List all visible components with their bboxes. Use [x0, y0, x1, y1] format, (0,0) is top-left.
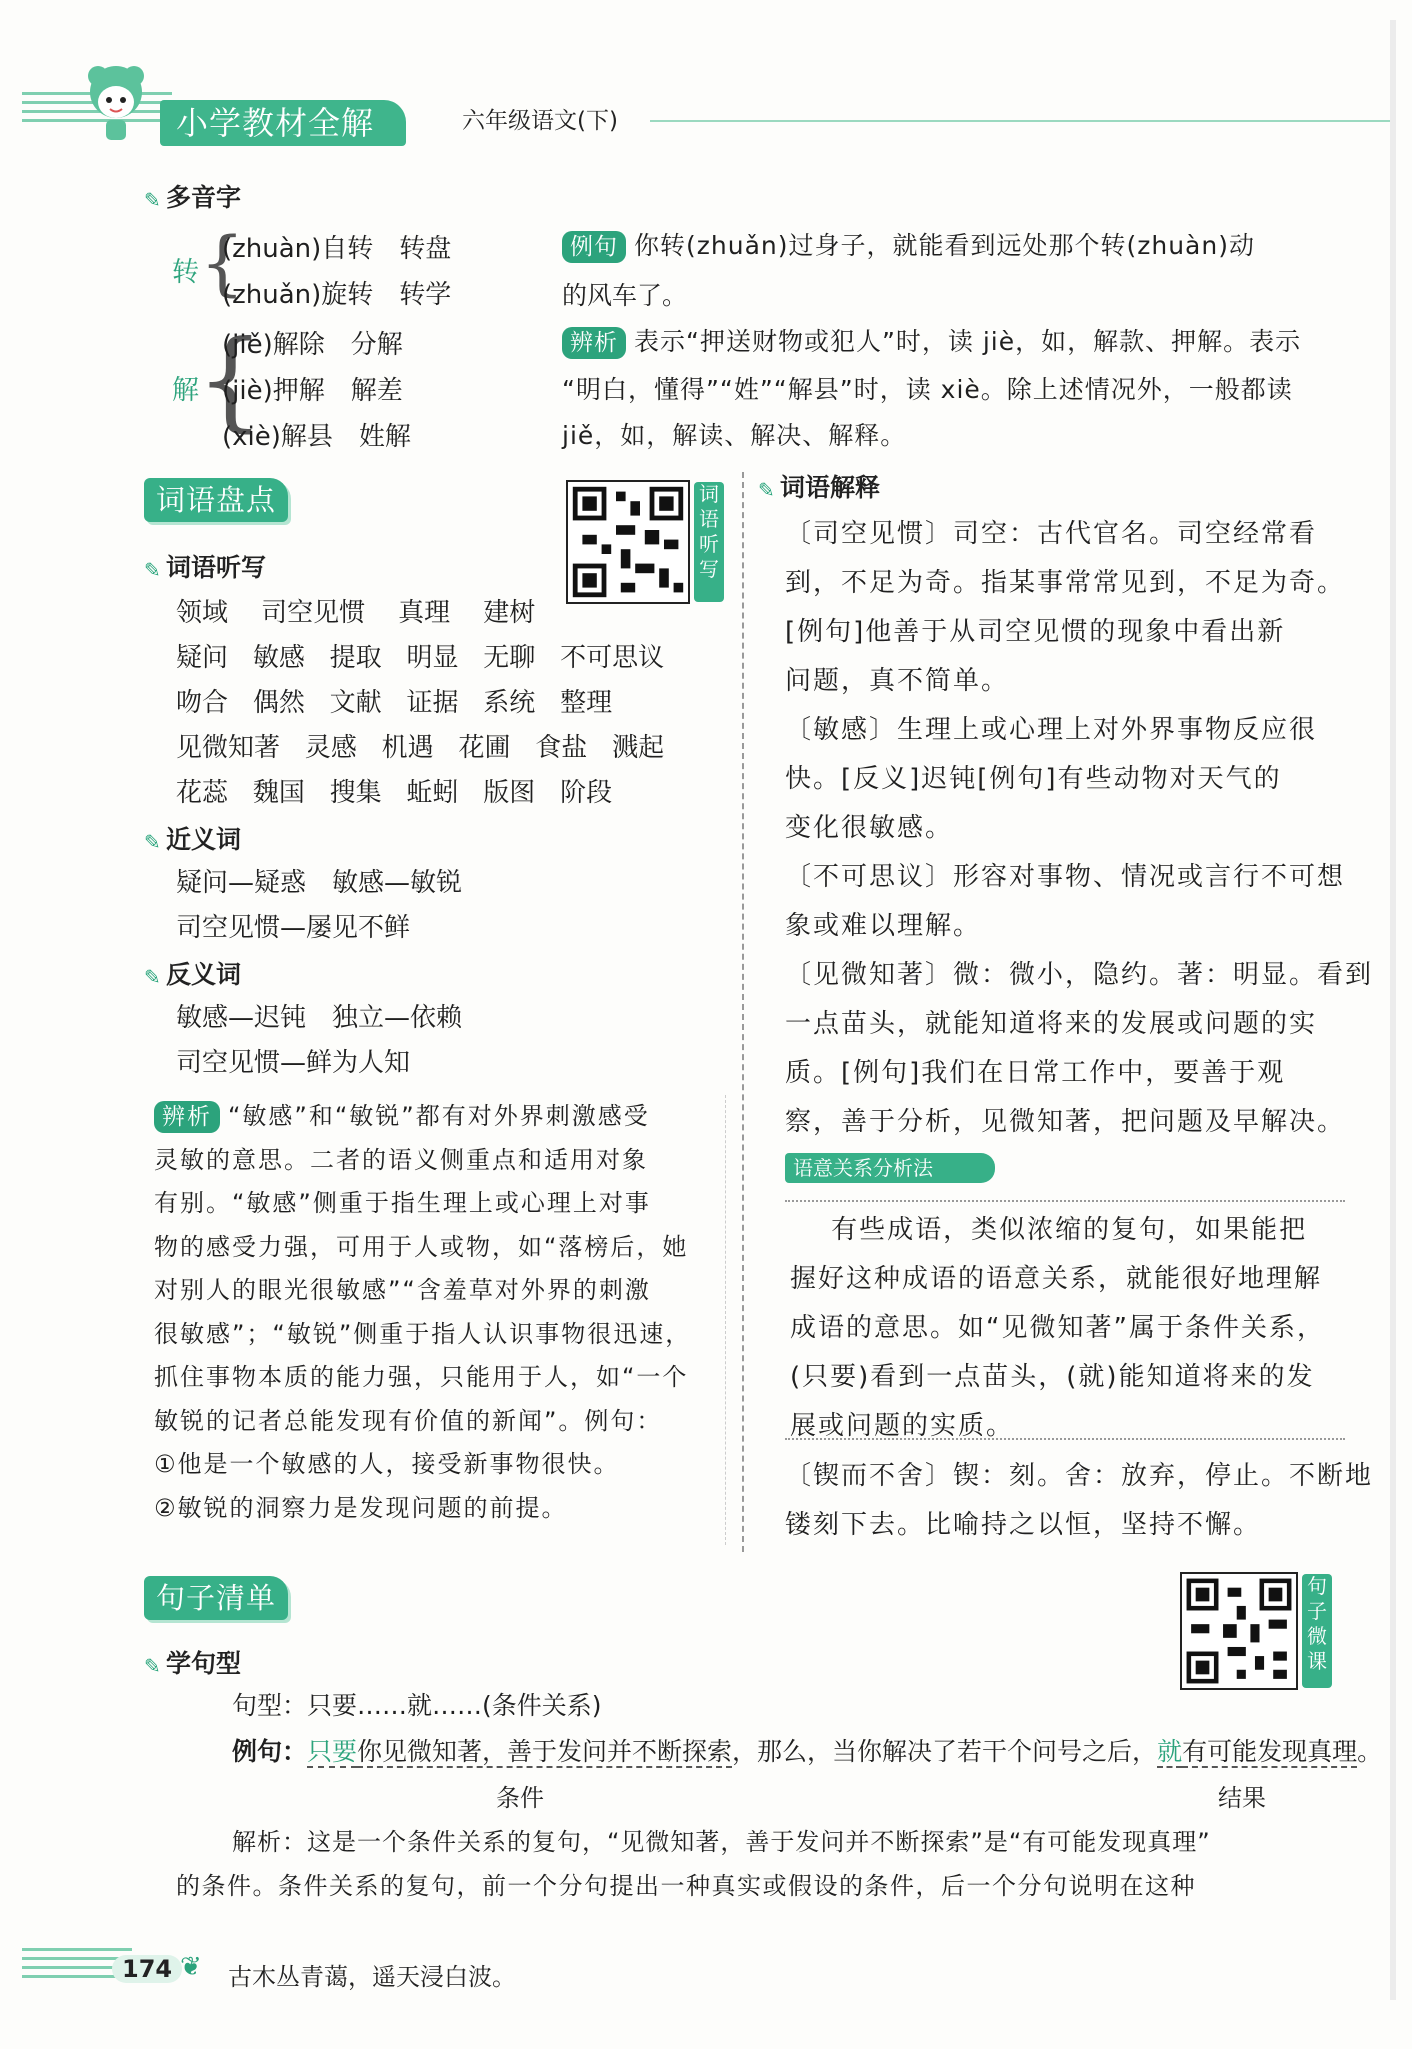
example-line: 的风车了。 — [562, 281, 688, 310]
analysis-line: jiě，如，解读、解决、解释。 — [562, 421, 907, 450]
jieshi-title: ✎ 词语解释 — [758, 473, 881, 502]
word: 见微知著 — [176, 733, 281, 763]
page-number: 174 — [112, 1955, 182, 1983]
fanyi-line: 司空见惯—鲜为人知 — [176, 1048, 411, 1078]
word: 吻合 — [176, 688, 229, 718]
result-label: 结果 — [1218, 1784, 1266, 1812]
pencil-icon: ✎ — [144, 965, 161, 989]
juzi-qingdan-banner: 句子清单 — [144, 1576, 288, 1620]
header-rule — [650, 120, 1390, 122]
word: 建树 — [483, 598, 536, 628]
condition-label: 条件 — [496, 1784, 544, 1812]
ciyu-pandian-banner: 词语盘点 — [144, 478, 288, 522]
word: 阶段 — [560, 778, 613, 808]
pencil-icon: ✎ — [144, 558, 161, 582]
example-tag: 例句 — [562, 231, 626, 263]
fanyi-line: 敏感—迟钝 独立—依赖 — [176, 1003, 463, 1033]
bianxi-tag: 辨析 — [154, 1101, 220, 1133]
jinyi-line: 疑问—疑惑 敏感—敏锐 — [176, 868, 463, 898]
page-edge — [1390, 20, 1396, 2000]
example-line: 例句 你转(zhuǎn)过身子，就能看到远处那个转(zhuàn)动 — [562, 226, 1255, 263]
footer-poem: 古木丛青蔼，遥天浸白波。 — [228, 1963, 516, 1991]
analysis-line: 辨析 表示“押送财物或犯人”时，读 jiè，如，解款、押解。表示 — [562, 322, 1301, 359]
qie-paragraph: 〔锲而不舍〕锲：刻。舍：放弃，停止。不断地 镂刻下去。比喻持之以恒，坚持不懈。 — [785, 1461, 1374, 1540]
grade-label: 六年级语文(下) — [462, 108, 618, 134]
analysis-tag: 辨析 — [562, 327, 626, 359]
qr-label: 句子微课 — [1302, 1574, 1332, 1688]
word: 领域 — [176, 598, 229, 628]
jie-char: 解 — [172, 375, 199, 406]
word: 灵感 — [304, 733, 357, 763]
word: 溅起 — [612, 733, 665, 763]
brace: { — [200, 222, 245, 304]
word-row — [176, 772, 612, 809]
jie-line: (jiě)解除 分解 — [222, 330, 403, 360]
word: 证据 — [406, 688, 459, 718]
qr-code-icon[interactable] — [566, 480, 690, 604]
word-row — [176, 592, 535, 629]
word: 司空见惯 — [261, 598, 366, 628]
word: 食盐 — [535, 733, 588, 763]
word: 花圃 — [458, 733, 511, 763]
pencil-icon: ✎ — [758, 478, 775, 502]
word: 魏国 — [252, 778, 305, 808]
word: 版图 — [483, 778, 536, 808]
fanyi-title: ✎ 反义词 — [144, 960, 242, 989]
word: 真理 — [398, 598, 451, 628]
bianxi-paragraph: 辨析 “敏感”和“敏锐”都有对外界刺激感受 灵敏的意思。二者的语义侧重点和适用对象 有别。“敏感”侧重于指生理上或心理上对事 物的感受力强，可用于人或物，如“落榜后，她 对别人的眼光很敏感”“含羞草对外界的刺激 很敏感”；“敏锐”侧重于指人认识事物很迅速， 抓住事物本质的能力强，只能用于人，如“一个 敏锐的记者总能发现有价值的新闻”。例句： ①他是一个敏感的人，接受新事物很快。 ②敏锐的洞察力是发现问题的前提。 — [154, 1102, 692, 1522]
column-divider — [742, 472, 744, 1552]
jie-line: (jiè)押解 解差 — [222, 376, 403, 406]
word-row — [176, 637, 664, 674]
leaf-icon: ❦ — [180, 1952, 202, 1982]
word: 明显 — [406, 643, 459, 673]
jie-line: (xiè)解县 姓解 — [222, 422, 411, 452]
word: 敏感 — [252, 643, 305, 673]
method-ribbon: 语意关系分析法 — [785, 1153, 995, 1183]
duoyinzi-title: ✎ 多音字 — [144, 183, 242, 212]
jiexi-line: 的条件。条件关系的复句，前一个分句提出一种真实或假设的条件，后一个分句说明在这种 — [176, 1872, 1196, 1900]
word: 搜集 — [329, 778, 382, 808]
word: 提取 — [329, 643, 382, 673]
analysis-line: “明白，懂得”“姓”“解县”时，读 xiè。除上述情况外，一般都读 — [562, 375, 1293, 404]
zhuan-line: (zhuàn)自转 转盘 — [222, 234, 452, 264]
word: 疑问 — [176, 643, 229, 673]
liju-line: 例句：只要你见微知著，善于发问并不断探索，那么，当你解决了若干个问号之后，就有可能发现真理。 — [232, 1737, 1383, 1766]
tingxie-title: ✎ 词语听写 — [144, 553, 267, 582]
word: 花蕊 — [176, 778, 229, 808]
jieshi-paragraph: 〔司空见惯〕司空：古代官名。司空经常看 到，不足为奇。指某事常常见到，不足为奇。 [例句]他善于从司空见惯的现象中看出新 问题，真不简单。 〔敏感〕生理上或心理上对外界事物反应很 快。[反义]迟钝[例句]有些动物对天气的 变化很敏感。 〔不可思议〕形容对事物、情况或言行不可想 象或难以理解。 〔见微知著〕微：微小，隐约。著：明显。看到 一点苗头，就能知道将来的发展或问题的实 质。[例句]我们在日常工作中，要善于观 察，善于分析，见微知著，把问题及早解决。 — [785, 519, 1374, 1137]
word: 不可思议 — [560, 643, 665, 673]
jiexi-line: 解析：这是一个条件关系的复句，“见微知著，善于发问并不断探索”是“有可能发现真理” — [232, 1828, 1211, 1856]
mascot-icon — [80, 62, 152, 148]
word: 无聊 — [483, 643, 536, 673]
word: 整理 — [560, 688, 613, 718]
word: 机遇 — [381, 733, 434, 763]
jinyi-line: 司空见惯—屡见不鲜 — [176, 913, 411, 943]
juxing-line: 句型：只要……就……(条件关系) — [232, 1691, 602, 1720]
jinyi-title: ✎ 近义词 — [144, 825, 242, 854]
word-row — [176, 727, 664, 764]
qr-label: 词语听写 — [694, 482, 724, 602]
xue-juxing-title: ✎ 学句型 — [144, 1649, 242, 1678]
word: 蚯蚓 — [406, 778, 459, 808]
method-paragraph: 有些成语，类似浓缩的复句，如果能把 握好这种成语的语意关系，就能很好地理解 成语的意思。如“见微知著”属于条件关系， (只要)看到一点苗头，(就)能知道将来的发 展或问题的实质。 — [790, 1215, 1325, 1441]
book-title: 小学教材全解 — [160, 100, 406, 146]
zhuan-line: (zhuǎn)旋转 转学 — [222, 280, 452, 310]
word: 偶然 — [252, 688, 305, 718]
brace: { — [196, 318, 265, 443]
pencil-icon: ✎ — [144, 188, 161, 212]
zhuan-char: 转 — [172, 257, 199, 288]
word-row — [176, 682, 612, 719]
pencil-icon: ✎ — [144, 1654, 161, 1678]
qr-code-icon[interactable] — [1180, 1572, 1298, 1690]
pencil-icon: ✎ — [144, 830, 161, 854]
word: 文献 — [329, 688, 382, 718]
word: 系统 — [483, 688, 536, 718]
